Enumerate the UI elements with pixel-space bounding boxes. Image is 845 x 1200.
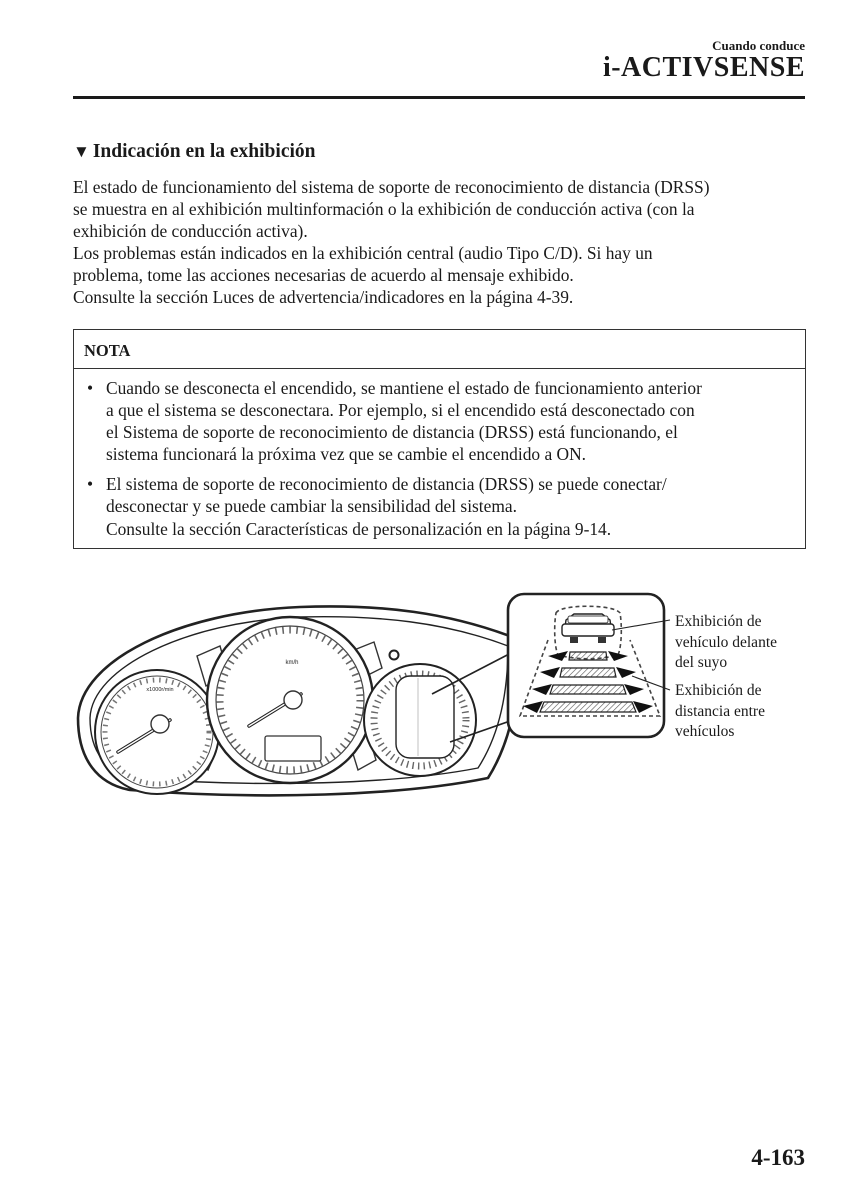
speedometer-unit-label: km/h <box>285 660 299 666</box>
note-line: a que el sistema se desconectara. Por ejemplo, si el encendido está desconectado con <box>106 400 695 421</box>
note-line: sistema funcionará la próxima vez que se cambie el encendido a ON. <box>106 444 586 465</box>
body-line: El estado de funcionamiento del sistema de soporte de reconocimiento de distancia (DRSS) <box>73 177 710 197</box>
section-heading-text: Indicación en la exhibición <box>92 141 316 162</box>
page-number: 4-163 <box>751 1145 805 1170</box>
note-line: El sistema de soporte de reconocimiento de distancia (DRSS) se puede conectar/ <box>106 474 667 495</box>
body-line: Los problemas están indicados en la exhibición central (audio Tipo C/D). Si hay un <box>73 243 653 264</box>
bullet-icon: • <box>87 378 94 398</box>
callout-vehicle-label <box>675 612 825 674</box>
callout-line: distancia entre <box>675 702 765 720</box>
bullet-icon: • <box>87 474 94 495</box>
triangle-marker-icon: ▼ <box>73 142 90 161</box>
body-line: Consulte la sección Luces de advertencia/indicadores en la página 4-39. <box>73 287 574 308</box>
multi-information-display <box>364 664 476 776</box>
note-line: Consulte la sección Características de personalización en la página 9-14. <box>106 518 612 539</box>
speedometer <box>207 617 373 783</box>
callout-line: vehículo delante <box>675 633 777 651</box>
indicator-light-icon <box>390 651 399 660</box>
tachometer <box>95 670 219 794</box>
magnified-distance-display <box>508 594 664 737</box>
body-line: exhibición de conducción activa). <box>73 221 308 242</box>
body-line: problema, tome las acciones necesarias de acuerdo al mensaje exhibido. <box>73 265 574 286</box>
callout-line: Exhibición de <box>675 613 762 630</box>
callout-line: vehículos <box>675 723 735 740</box>
note-line: el Sistema de soporte de reconocimiento de distancia (DRSS) está funcionando, el <box>106 422 678 443</box>
note-line: Cuando se desconecta el encendido, se mantiene el estado de funcionamiento anterior <box>106 378 702 398</box>
body-line: se muestra en al exhibición multinformación o la exhibición de conducción activa (con la <box>73 199 695 220</box>
running-header-chapter: i-ACTIVSENSE <box>602 52 805 83</box>
callout-line: del suyo <box>675 654 728 671</box>
tachometer-unit-label: x1000r/min <box>146 687 174 693</box>
note-line: desconectar y se puede cambiar la sensibilidad del sistema. <box>106 496 517 517</box>
note-title: NOTA <box>74 330 805 369</box>
callout-distance-label <box>675 681 825 743</box>
callout-line: Exhibición de <box>675 682 762 699</box>
running-header-section: Cuando conduce <box>712 38 805 53</box>
